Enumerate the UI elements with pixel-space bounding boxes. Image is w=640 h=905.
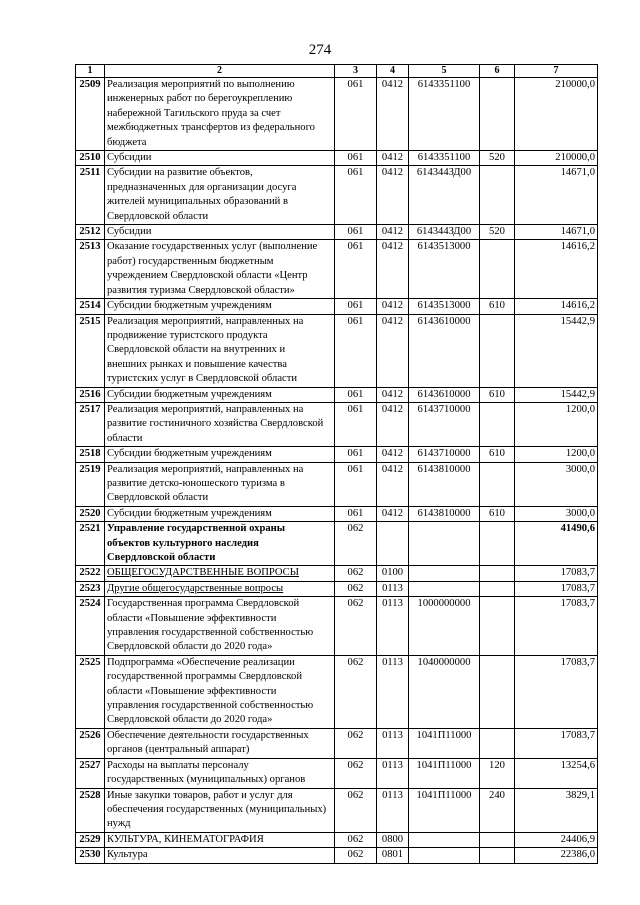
column-header-2: 2 <box>105 65 335 78</box>
table-row <box>76 387 598 402</box>
row-description: ОБЩЕГОСУДАРСТВЕННЫЕ ВОПРОСЫ <box>105 566 335 581</box>
row-number: 2512 <box>76 225 105 240</box>
row-description: Государственная программа Свердловской области «Повышение эффективности управления государственной собственностью Свердловской области до 2020 года» <box>105 597 335 656</box>
row-amount: 41490,6 <box>515 522 598 566</box>
row-amount: 3000,0 <box>515 462 598 506</box>
row-amount: 15442,9 <box>515 314 598 387</box>
row-expense-type: 120 <box>480 758 515 788</box>
table-row <box>76 581 598 596</box>
row-amount: 17083,7 <box>515 728 598 758</box>
row-expense-type <box>480 402 515 446</box>
row-description: Подпрограмма «Обеспечение реализации государственной программы Свердловской области «Повышение эффективности управления государственной собственностью Свердловской области до 2020 года» <box>105 655 335 728</box>
table-row <box>76 832 598 847</box>
row-number: 2513 <box>76 240 105 299</box>
row-ministry-code: 062 <box>335 728 377 758</box>
row-expense-type <box>480 832 515 847</box>
row-target-article <box>409 832 480 847</box>
row-description: Субсидии бюджетным учреждениям <box>105 299 335 314</box>
row-number: 2520 <box>76 506 105 521</box>
row-number: 2516 <box>76 387 105 402</box>
row-ministry-code: 061 <box>335 299 377 314</box>
row-ministry-code: 061 <box>335 314 377 387</box>
row-section-code: 0412 <box>377 387 409 402</box>
row-target-article: 1000000000 <box>409 597 480 656</box>
row-number: 2521 <box>76 522 105 566</box>
row-expense-type <box>480 166 515 225</box>
row-ministry-code: 061 <box>335 166 377 225</box>
table-row <box>76 299 598 314</box>
column-header-5: 5 <box>409 65 480 78</box>
row-target-article: 6143610000 <box>409 387 480 402</box>
row-section-code <box>377 522 409 566</box>
row-number: 2523 <box>76 581 105 596</box>
row-section-code: 0412 <box>377 402 409 446</box>
table-row <box>76 78 598 151</box>
row-section-code: 0113 <box>377 758 409 788</box>
row-description: Другие общегосударственные вопросы <box>105 581 335 596</box>
row-amount: 17083,7 <box>515 566 598 581</box>
row-target-article: 6143351100 <box>409 151 480 166</box>
row-number: 2522 <box>76 566 105 581</box>
row-description: Оказание государственных услуг (выполнение работ) государственным бюджетным учреждением Свердловской области «Центр развития туризма Свердловской области» <box>105 240 335 299</box>
row-ministry-code: 062 <box>335 597 377 656</box>
row-target-article: 1041П11000 <box>409 728 480 758</box>
table-body <box>76 78 598 864</box>
row-section-code: 0412 <box>377 78 409 151</box>
row-section-code: 0113 <box>377 788 409 832</box>
row-amount: 22386,0 <box>515 848 598 863</box>
row-amount: 210000,0 <box>515 151 598 166</box>
row-section-code: 0801 <box>377 848 409 863</box>
table-row <box>76 506 598 521</box>
row-number: 2525 <box>76 655 105 728</box>
column-header-6: 6 <box>480 65 515 78</box>
row-number: 2519 <box>76 462 105 506</box>
row-amount: 13254,6 <box>515 758 598 788</box>
row-number: 2529 <box>76 832 105 847</box>
row-expense-type <box>480 314 515 387</box>
table-row <box>76 566 598 581</box>
row-ministry-code: 062 <box>335 848 377 863</box>
row-amount: 17083,7 <box>515 597 598 656</box>
row-section-code: 0412 <box>377 447 409 462</box>
row-ministry-code: 062 <box>335 522 377 566</box>
row-ministry-code: 061 <box>335 387 377 402</box>
row-description: Культура <box>105 848 335 863</box>
table-row <box>76 166 598 225</box>
table-row <box>76 151 598 166</box>
row-expense-type <box>480 566 515 581</box>
row-target-article <box>409 566 480 581</box>
row-amount: 14616,2 <box>515 240 598 299</box>
row-expense-type <box>480 78 515 151</box>
row-expense-type: 610 <box>480 506 515 521</box>
row-description: Иные закупки товаров, работ и услуг для обеспечения государственных (муниципальных) нужд <box>105 788 335 832</box>
row-description: Реализация мероприятий, направленных на развитие гостиничного хозяйства Свердловской области <box>105 402 335 446</box>
row-ministry-code: 062 <box>335 832 377 847</box>
row-section-code: 0100 <box>377 566 409 581</box>
row-description: Субсидии <box>105 151 335 166</box>
row-description: Расходы на выплаты персоналу государственных (муниципальных) органов <box>105 758 335 788</box>
column-header-1: 1 <box>76 65 105 78</box>
row-ministry-code: 062 <box>335 788 377 832</box>
table-row <box>76 447 598 462</box>
row-amount: 3829,1 <box>515 788 598 832</box>
row-description: Обеспечение деятельности государственных органов (центральный аппарат) <box>105 728 335 758</box>
row-amount: 15442,9 <box>515 387 598 402</box>
row-ministry-code: 061 <box>335 225 377 240</box>
row-section-code: 0412 <box>377 506 409 521</box>
row-ministry-code: 062 <box>335 581 377 596</box>
row-ministry-code: 061 <box>335 506 377 521</box>
row-number: 2518 <box>76 447 105 462</box>
row-amount: 14616,2 <box>515 299 598 314</box>
row-number: 2528 <box>76 788 105 832</box>
page-number: 274 <box>308 42 332 58</box>
row-description: КУЛЬТУРА, КИНЕМАТОГРАФИЯ <box>105 832 335 847</box>
row-amount: 17083,7 <box>515 581 598 596</box>
table-row <box>76 462 598 506</box>
row-target-article: 6143710000 <box>409 447 480 462</box>
row-section-code: 0412 <box>377 240 409 299</box>
row-description: Субсидии <box>105 225 335 240</box>
row-ministry-code: 062 <box>335 655 377 728</box>
row-ministry-code: 061 <box>335 240 377 299</box>
row-section-code: 0113 <box>377 728 409 758</box>
row-ministry-code: 062 <box>335 758 377 788</box>
table-row <box>76 597 598 656</box>
column-header-4: 4 <box>377 65 409 78</box>
table-row <box>76 522 598 566</box>
row-target-article: 6143351100 <box>409 78 480 151</box>
column-header-7: 7 <box>515 65 598 78</box>
row-ministry-code: 061 <box>335 151 377 166</box>
row-description: Субсидии на развитие объектов, предназначенных для организации досуга жителей муниципальных образований в Свердловской области <box>105 166 335 225</box>
row-number: 2517 <box>76 402 105 446</box>
row-target-article: 6143513000 <box>409 299 480 314</box>
row-expense-type <box>480 581 515 596</box>
row-number: 2511 <box>76 166 105 225</box>
row-target-article: 1040000000 <box>409 655 480 728</box>
row-amount: 1200,0 <box>515 447 598 462</box>
row-section-code: 0412 <box>377 225 409 240</box>
row-target-article: 6143810000 <box>409 506 480 521</box>
row-target-article <box>409 848 480 863</box>
row-description: Управление государственной охраны объектов культурного наследия Свердловской области <box>105 522 335 566</box>
table-row <box>76 788 598 832</box>
row-target-article: 6143513000 <box>409 240 480 299</box>
row-section-code: 0113 <box>377 581 409 596</box>
row-expense-type: 610 <box>480 387 515 402</box>
row-number: 2515 <box>76 314 105 387</box>
row-number: 2526 <box>76 728 105 758</box>
row-amount: 14671,0 <box>515 166 598 225</box>
row-target-article <box>409 581 480 596</box>
row-section-code: 0412 <box>377 166 409 225</box>
row-target-article: 6143610000 <box>409 314 480 387</box>
row-target-article: 6143810000 <box>409 462 480 506</box>
table-header-row <box>76 65 598 78</box>
row-target-article: 1041П11000 <box>409 758 480 788</box>
row-expense-type: 520 <box>480 225 515 240</box>
row-expense-type <box>480 462 515 506</box>
row-expense-type <box>480 728 515 758</box>
row-amount: 1200,0 <box>515 402 598 446</box>
row-target-article: 614344ЗД00 <box>409 166 480 225</box>
row-description: Реализация мероприятий, направленных на развитие детско-юношеского туризма в Свердловской области <box>105 462 335 506</box>
row-number: 2510 <box>76 151 105 166</box>
table-row <box>76 314 598 387</box>
row-amount: 17083,7 <box>515 655 598 728</box>
row-expense-type <box>480 655 515 728</box>
table-row <box>76 402 598 446</box>
row-amount: 14671,0 <box>515 225 598 240</box>
table-row <box>76 728 598 758</box>
row-expense-type <box>480 597 515 656</box>
row-amount: 24406,9 <box>515 832 598 847</box>
row-ministry-code: 061 <box>335 447 377 462</box>
row-target-article <box>409 522 480 566</box>
row-expense-type: 240 <box>480 788 515 832</box>
row-ministry-code: 061 <box>335 402 377 446</box>
row-section-code: 0412 <box>377 314 409 387</box>
row-description: Субсидии бюджетным учреждениям <box>105 387 335 402</box>
row-ministry-code: 062 <box>335 566 377 581</box>
table-row <box>76 758 598 788</box>
row-number: 2509 <box>76 78 105 151</box>
budget-table <box>75 64 598 864</box>
row-description: Субсидии бюджетным учреждениям <box>105 506 335 521</box>
row-description: Субсидии бюджетным учреждениям <box>105 447 335 462</box>
row-expense-type: 520 <box>480 151 515 166</box>
row-amount: 3000,0 <box>515 506 598 521</box>
row-expense-type: 610 <box>480 447 515 462</box>
row-expense-type <box>480 848 515 863</box>
table-row <box>76 225 598 240</box>
row-description: Реализация мероприятий по выполнению инженерных работ по берегоукреплению набережной Тагильского пруда за счет межбюджетных трансфертов из федерального бюджета <box>105 78 335 151</box>
table-row <box>76 240 598 299</box>
row-section-code: 0113 <box>377 597 409 656</box>
table-row <box>76 848 598 863</box>
row-amount: 210000,0 <box>515 78 598 151</box>
table-row <box>76 655 598 728</box>
row-target-article: 614344ЗД00 <box>409 225 480 240</box>
row-section-code: 0800 <box>377 832 409 847</box>
row-section-code: 0412 <box>377 299 409 314</box>
row-ministry-code: 061 <box>335 78 377 151</box>
row-section-code: 0113 <box>377 655 409 728</box>
row-section-code: 0412 <box>377 462 409 506</box>
row-ministry-code: 061 <box>335 462 377 506</box>
column-header-3: 3 <box>335 65 377 78</box>
row-number: 2514 <box>76 299 105 314</box>
row-number: 2527 <box>76 758 105 788</box>
row-target-article: 1041П11000 <box>409 788 480 832</box>
row-description: Реализация мероприятий, направленных на продвижение туристского продукта Свердловской области на внутренних и внешних рынках и повышение качества туристских услуг в Свердловской области <box>105 314 335 387</box>
row-expense-type <box>480 522 515 566</box>
row-expense-type: 610 <box>480 299 515 314</box>
row-expense-type <box>480 240 515 299</box>
row-number: 2530 <box>76 848 105 863</box>
row-number: 2524 <box>76 597 105 656</box>
row-section-code: 0412 <box>377 151 409 166</box>
row-target-article: 6143710000 <box>409 402 480 446</box>
